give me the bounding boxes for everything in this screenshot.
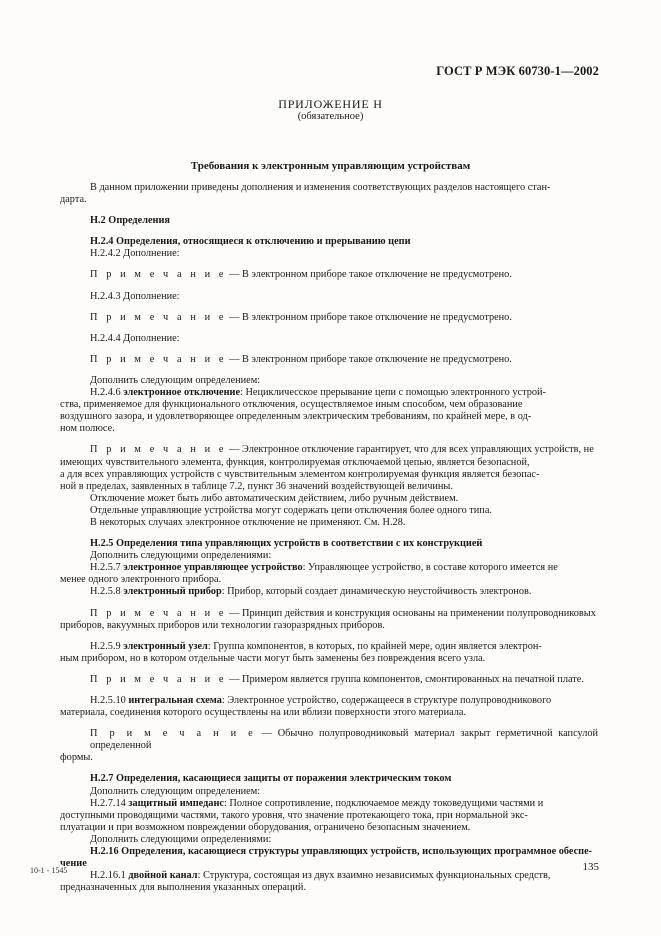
line: а для всех управляющих устройств с чувствительным элементом контролируемая функция является безопас- [60, 468, 540, 480]
paragraph: Отдельные управляющие устройства могут содержать цепи отключения более одного типа. [90, 504, 492, 516]
heading-n2-16: Н.2.16 Определения, касающиеся структуры управляющих устройств, использующих программное обеспе- [90, 846, 593, 858]
appendix-title: ПРИЛОЖЕНИЕ Н [278, 97, 383, 111]
note-text: — Примером является группа компонентов, смонтированных на печатной плате. [226, 673, 584, 685]
term: двойной канал [128, 870, 198, 882]
line: воздушного зазора, и удовлетворяющее определенным электрическим требованиям, по крайней мере, в од- [60, 411, 532, 423]
clause-number: Н.2.7.14 [90, 797, 129, 809]
clause-n2-4-2: Н.2.4.2 Дополнение: [90, 248, 180, 260]
text: В данном приложении приведены дополнения и изменения соответствующих разделов настоящего стан- [90, 182, 551, 193]
clause-n2-5-9 [90, 641, 598, 653]
term: электронный прибор [123, 586, 222, 598]
paragraph: Отключение может быть либо автоматическим действием, либо ручным действием. [90, 492, 459, 504]
note-label: П р и м е ч а н и е [90, 444, 227, 456]
page-number: 135 [582, 861, 599, 873]
clause-number: Н.2.5.8 [90, 586, 124, 598]
heading-n2: Н.2 Определения [90, 215, 170, 227]
note-text: — Обычно полупроводниковый материал закрыт герметичной капсулой определенной [90, 728, 598, 752]
line: приборов, вакуумных приборов или технологии газоразрядных приборов. [60, 619, 385, 631]
clause-n2-5-8 [90, 586, 598, 598]
document-body [60, 182, 598, 894]
clause-n2-7-14 [90, 798, 598, 810]
term: электронное управляющее устройство [123, 562, 303, 574]
line: формы. [60, 752, 93, 764]
clause-n2-4-3: Н.2.4.3 Дополнение: [90, 290, 180, 302]
definition: : Электронное устройство, содержащееся в структуре полупроводникового [221, 695, 552, 706]
line: предназначенных для выполнения указанных операций. [60, 882, 307, 894]
note-text: — Принцип действия и конструкция основаны на применении полупроводниковых [226, 607, 596, 619]
section-title: Требования к электронным управляющим устройствам [190, 160, 471, 172]
note-label: П р и м е ч а н и е [90, 311, 227, 323]
intro-continuation: дарта. [60, 194, 87, 206]
line: ном полюсе. [60, 423, 115, 435]
line: менее одного электронного прибора. [60, 574, 222, 586]
note-text: — В электронном приборе такое отключение не предусмотрено. [226, 353, 512, 365]
note-label: П р и м е ч а н и е [90, 269, 227, 281]
note-text: — Электронное отключение гарантирует, что для всех управляющих устройств, не [226, 444, 594, 456]
clause-n2-4-6 [90, 387, 598, 399]
note-label: П р и м е ч а н и е [90, 728, 256, 740]
term: электронный узел [123, 640, 208, 652]
add-definition: Дополнить следующим определением: [90, 785, 261, 797]
clause-number: Н.2.16.1 [90, 870, 129, 882]
note-6 [90, 674, 598, 686]
heading-n2-7: Н.2.7 Определения, касающиеся защиты от поражения электрическим током [90, 773, 452, 785]
heading-n2-5: Н.2.5 Определения типа управляющих устройств в соответствии с их конструкцией [90, 538, 483, 550]
heading-n2-4: Н.2.4 Определения, относящиеся к отключению и прерыванию цепи [90, 236, 411, 248]
definition: : Прибор, который создает динамическую неустойчивость электронов. [221, 586, 532, 598]
intro-paragraph [90, 182, 598, 194]
paragraph: В некоторых случаях электронное отключение не применяют. См. Н.28. [90, 516, 406, 528]
note-7 [90, 728, 598, 752]
add-definitions: Дополнить следующими определениями: [90, 833, 272, 845]
line: материала, соединения которого осуществлены на или вблизи поверхности этого материала. [60, 707, 467, 719]
definition: : Полное сопротивление, подключаемое между токоведущими частями и [223, 797, 544, 809]
clause-number: Н.2.4.6 [90, 387, 124, 399]
clause-n2-4-4: Н.2.4.4 Дополнение: [90, 332, 180, 344]
clause-number: Н.2.5.9 [90, 640, 124, 652]
standard-header: ГОСТ Р МЭК 60730-1—2002 [436, 64, 599, 78]
note-5 [90, 608, 598, 620]
add-definitions: Дополнить следующими определениями: [90, 550, 272, 562]
definition: : Группа компонентов, в которых, по крайней мере, один является электрон- [207, 640, 542, 652]
clause-n2-5-10 [90, 695, 598, 707]
line: доступными проводящими частями, такого уровня, что значение протекающего тока, при нормальной экс- [60, 809, 528, 821]
line: ства, применяемое для функционального отключения, осуществляемое иным способом, чем образование [60, 399, 523, 411]
note-3 [90, 354, 598, 366]
definition: : Структура, состоящая из двух взаимно независимых функциональных средств, [197, 870, 551, 882]
add-definition: Дополнить следующим определением: [90, 374, 261, 386]
note-text: — В электронном приборе такое отключение не предусмотрено. [226, 311, 512, 323]
definition: : Нецикличесское прерывание цепи с помощью электронного устрой- [240, 387, 546, 399]
term: защитный импеданс [128, 797, 224, 809]
clause-n2-16-1 [90, 870, 598, 882]
clause-number: Н.2.5.7 [90, 562, 124, 574]
note-label: П р и м е ч а н и е [90, 673, 227, 685]
line: ной в пределах, заявленных в таблице 7.2, пункт 36 значений воздействующей величины. [60, 480, 453, 492]
note-text: — В электронном приборе такое отключение не предусмотрено. [226, 269, 512, 281]
note-label: П р и м е ч а н и е [90, 607, 227, 619]
note-4 [90, 444, 598, 456]
heading-n2-16-continuation: чение [60, 858, 87, 870]
clause-number: Н.2.5.10 [90, 695, 129, 706]
line: плуатации и при возможном повреждении оборудования, ограничено безопасным значением. [60, 821, 471, 833]
line: ным прибором, но в котором отдельные части могут быть заменены без повреждения всего узла. [60, 652, 486, 664]
note-label: П р и м е ч а н и е [90, 353, 227, 365]
appendix-subtitle: (обязательное) [297, 111, 364, 122]
term: электронное отключение [123, 387, 241, 399]
clause-n2-5-7 [90, 562, 598, 574]
print-mark: 10-1 - 1545 [30, 866, 68, 875]
note-1 [90, 269, 598, 281]
note-2 [90, 312, 598, 324]
definition: : Управляющее устройство, в составе которого имеется не [302, 562, 558, 574]
line: имеющих чувствительного элемента, функция, контролируемая отключаемой цепью, является безопасной, [60, 456, 530, 468]
term: интегральная схема [128, 695, 222, 706]
